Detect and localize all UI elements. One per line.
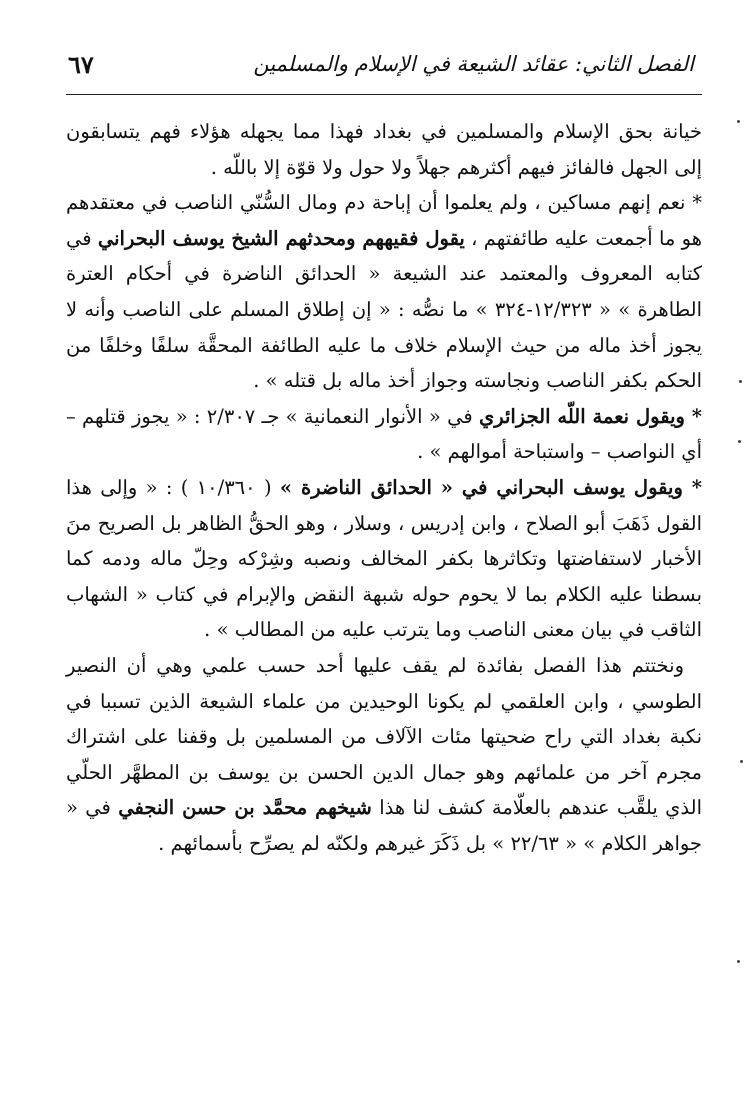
body-text	[66, 114, 702, 861]
margin-speck	[737, 120, 740, 123]
margin-speck	[739, 380, 742, 383]
page-header	[60, 48, 700, 92]
text-segment: في « جواهر الكلام » « ٢٢/٦٣ » بل ذَكَرَ غيرهم ولكنّه لم يصرِّح بأسمائهم .	[66, 796, 702, 855]
bold-text-segment: * ويقول نعمة اللّه الجزائري	[478, 404, 702, 428]
header-divider	[66, 94, 702, 95]
paragraph	[66, 114, 702, 185]
page-number: ٦٧	[68, 50, 94, 79]
paragraph	[66, 470, 702, 648]
paragraph	[66, 185, 702, 399]
text-segment: خيانة بحق الإسلام والمسلمين في بغداد فهذا مما يجهله هؤلاء فهم يتسابقون إلى الجهل فالفائز فيهم أكثرهم جهلاً ولا حول ولا قوّة إلا باللّه .	[66, 120, 702, 179]
margin-speck	[740, 760, 743, 763]
paragraph	[66, 648, 702, 862]
text-segment: ( ١٠/٣٦٠ ) : « وإلى هذا القول ذَهَبَ أبو الصلاح ، وابن إدريس ، وسلار ، وهو الحقُّ الظاهر بل الصريح منَ الأخبار لاستفاضتها وتكاثرها بكفر المخالف ونصبه وشِرْكه وحِلّ ماله ودمه كما بسطنا عليه الكلام بما لا يحوم حوله شبهة النقض والإبرام في كتاب « الشهاب الثاقب في بيان معنى الناصب وما يترتب عليه من المطالب » .	[66, 475, 702, 642]
bold-text-segment: يقول فقيههم ومحدثهم الشيخ يوسف البحراني	[97, 226, 465, 250]
paragraph	[66, 399, 702, 470]
chapter-title: الفصل الثاني: عقائد الشيعة في الإسلام والمسلمين	[253, 52, 694, 76]
margin-speck	[737, 960, 740, 963]
text-segment: ونختتم هذا الفصل بفائدة لم يقف عليها أحد حسب علمي وهي أن النصير الطوسي ، وابن العلقمي لم يكونا الوحيدين من علماء الشيعة الذين تسببا في نكبة بغداد التي راح ضحيتها مئات الآلاف من المسلمين بل وقفنا على اشتراك مجرم آخر من علمائهم وهو جمال الدين الحسن بن يوسف بن المطهَّر الحلّي الذي يلقَّب عندهم بالعلّامة كشف لنا هذا	[66, 653, 702, 820]
margin-speck	[738, 440, 741, 443]
text-segment: في كتابه المعروف والمعتمد عند الشيعة « الحدائق الناضرة في أحكام العترة الطاهرة » « ١٢/٣٢٣-٣٢٤ » ما نصُّه : « إن إطلاق المسلم على الناصب وأنه لا يجوز أخذ ماله من حيث الإسلام خلاف ما عليه الطائفة المحقَّة سلفًا وخلفًا من الحكم بكفر الناصب ونجاسته وجواز أخذ ماله بل قتله » .	[66, 226, 703, 393]
text-segment: في « الأنوار النعمانية » جـ ٢/٣٠٧ : « يجوز قتلهم – أي النواصب – واستباحة أموالهم » .	[66, 404, 702, 464]
bold-text-segment: * ويقول يوسف البحراني في « الحدائق الناضرة »	[279, 475, 702, 499]
bold-text-segment: شيخهم محمَّد بن حسن النجفي	[118, 796, 372, 820]
text-segment: * نعم إنهم مساكين ، ولم يعلموا أن إباحة دم ومال السُّنّي الناصب في معتقدهم هو ما أجمعت عليه طائفتهم ،	[66, 191, 702, 250]
